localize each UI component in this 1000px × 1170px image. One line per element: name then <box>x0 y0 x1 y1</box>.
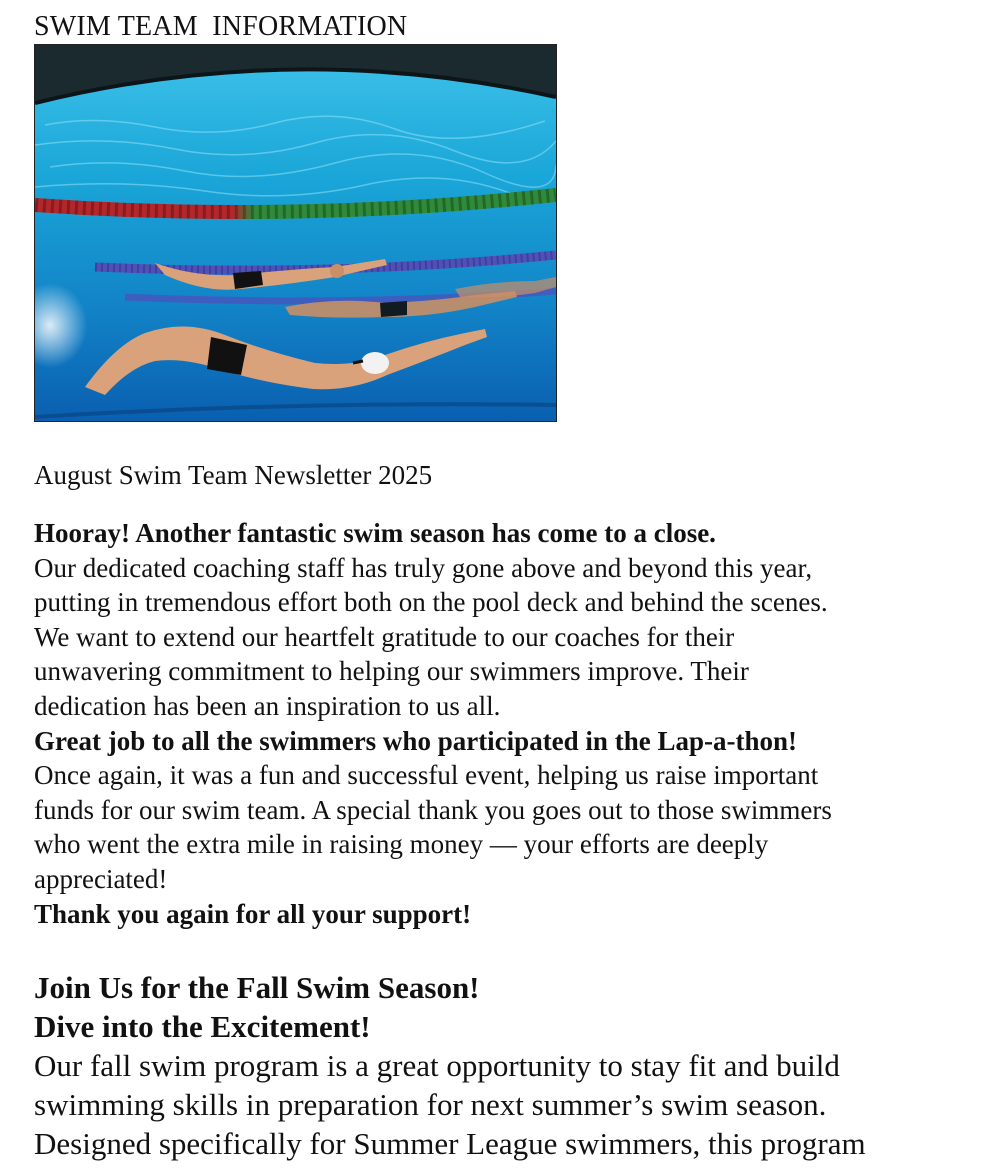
fall-paragraph-line: swimming skills in preparation for next summer’s swim season. <box>34 1087 827 1122</box>
page-title: SWIM TEAM INFORMATION <box>34 11 408 42</box>
fall-paragraph-line: Designed specifically for Summer League swimmers, this program <box>34 1126 866 1161</box>
coaching-paragraph-line: putting in tremendous effort both on the pool deck and behind the scenes. <box>34 587 828 618</box>
lap-a-thon-paragraph-line: appreciated! <box>34 863 168 894</box>
fall-season-subheading: Dive into the Excitement! <box>34 1009 371 1044</box>
coaching-paragraph-line: Our dedicated coaching staff has truly gone above and beyond this year, <box>34 552 813 583</box>
season-close-heading: Hooray! Another fantastic swim season has come to a close. <box>34 518 716 548</box>
coaching-paragraph-line: We want to extend our heartfelt gratitude to our coaches for their <box>34 621 735 652</box>
lap-a-thon-paragraph-line: funds for our swim team. A special thank you goes out to those swimmers <box>34 794 832 825</box>
coaching-paragraph-line: unwavering commitment to helping our swimmers improve. Their <box>34 656 749 687</box>
newsletter-date-line: August Swim Team Newsletter 2025 <box>34 460 433 490</box>
swim-team-photo <box>34 44 557 422</box>
coaching-paragraph-line: dedication has been an inspiration to us all. <box>34 690 501 721</box>
lap-a-thon-paragraph-line: Once again, it was a fun and successful event, helping us raise important <box>34 760 819 791</box>
newsletter-body <box>34 516 974 931</box>
fall-season-heading: Join Us for the Fall Swim Season! <box>34 970 480 1005</box>
fall-season-paragraph <box>34 1046 974 1163</box>
fall-season-section <box>34 968 974 1163</box>
fall-paragraph-line: Our fall swim program is a great opportunity to stay fit and build <box>34 1048 840 1083</box>
thanks-line: Thank you again for all your support! <box>34 898 472 929</box>
lap-a-thon-paragraph-line: who went the extra mile in raising money — your efforts are deeply <box>34 829 769 860</box>
lap-a-thon-heading: Great job to all the swimmers who participated in the Lap-a-thon! <box>34 725 797 756</box>
swimmers-underwater-photo-icon <box>35 45 556 421</box>
